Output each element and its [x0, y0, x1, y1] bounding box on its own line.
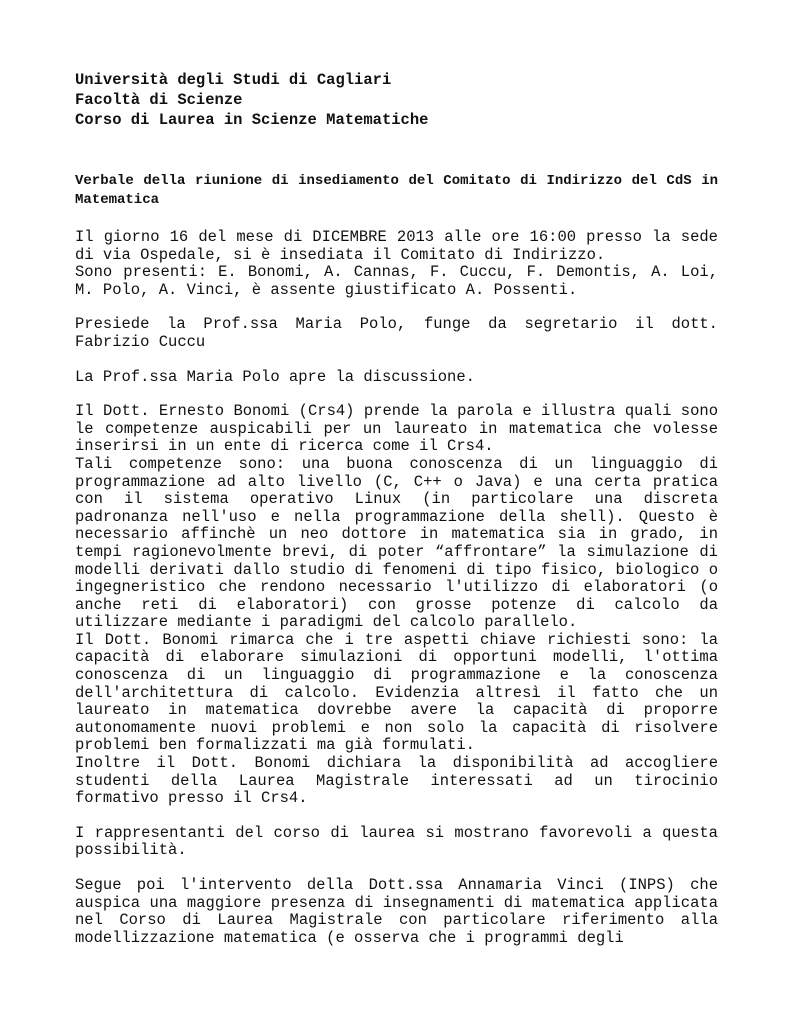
paragraph-chair: Presiede la Prof.ssa Maria Polo, funge da segretario il dott. Fabrizio Cuccu	[75, 315, 718, 351]
university-name: Università degli Studi di Cagliari	[75, 71, 392, 89]
paragraph-representatives: I rappresentanti del corso di laurea si mostrano favorevoli a questa possibilità.	[75, 823, 718, 860]
paragraph-key-aspects: Il Dott. Bonomi rimarca che i tre aspetti chiave richiesti sono: la capacità di elaborare simulazioni di opportuni modelli, l'ottima conoscenza di un linguaggio di programmazione e la conoscenza dell'architettura di calcolo. Evidenzia altresì il fatto che un laureato in matematica dovrebbe avere la capacità di proporre autonomamente nuovi problemi e non solo la capacità di risolvere problemi ben formalizzati ma già formulati.	[75, 630, 718, 755]
paragraph-internship: Inoltre il Dott. Bonomi dichiara la disponibilità ad accogliere studenti della Laurea Magistrale interessati ad un tirocinio formativo presso il Crs4.	[75, 754, 718, 808]
paragraph-opening: La Prof.ssa Maria Polo apre la discussione.	[75, 367, 475, 386]
document-title: Verbale della riunione di insediamento del Comitato di Indirizzo del CdS in Matematica	[75, 173, 718, 208]
paragraph-bonomi-intro: Il Dott. Ernesto Bonomi (Crs4) prende la parola e illustra quali sono le competenze auspicabili per un laureato in matematica che volesse inserirsi in un ente di ricerca come il Crs4.	[75, 402, 718, 456]
paragraph-competences: Tali competenze sono: una buona conoscenza di un linguaggio di programmazione ad alto livello (C, C++ o Java) e una certa pratica con il sistema operativo Linux (in particolare una discreta padronanza nell'uso e nella programmazione della shell). Questo è necessario affinchè un neo dottore in matematica sia in grado, in tempi ragionevolmente brevi, di poter “affrontare” la simulazione di modelli derivati dallo studio di fenomeni di tipo fisico, biologico o ingegneristico che rendono necessario l'utilizzo di elaboratori (o anche reti di elaboratori) con grosse potenze di calcolo da utilizzare mediante i paradigmi del calcolo parallelo.	[75, 454, 718, 632]
paragraph-meeting-date: Il giorno 16 del mese di DICEMBRE 2013 alle ore 16:00 presso la sede di via Ospedale, si è insediata il Comitato di Indirizzo.	[75, 228, 718, 264]
faculty-name: Facoltà di Scienze	[75, 91, 243, 109]
document-page	[75, 70, 718, 947]
paragraph-attendees: Sono presenti: E. Bonomi, A. Cannas, F. Cuccu, F. Demontis, A. Loi, M. Polo, A. Vinci, è assente giustificato A. Possenti.	[75, 263, 718, 299]
paragraph-vinci: Segue poi l'intervento della Dott.ssa Annamaria Vinci (INPS) che auspica una maggiore presenza di insegnamenti di matematica applicata nel Corso di Laurea Magistrale con particolare riferimento alla modellizzazione matematica (e osserva che i programmi degli	[75, 876, 718, 947]
degree-course-name: Corso di Laurea in Scienze Matematiche	[75, 111, 429, 129]
